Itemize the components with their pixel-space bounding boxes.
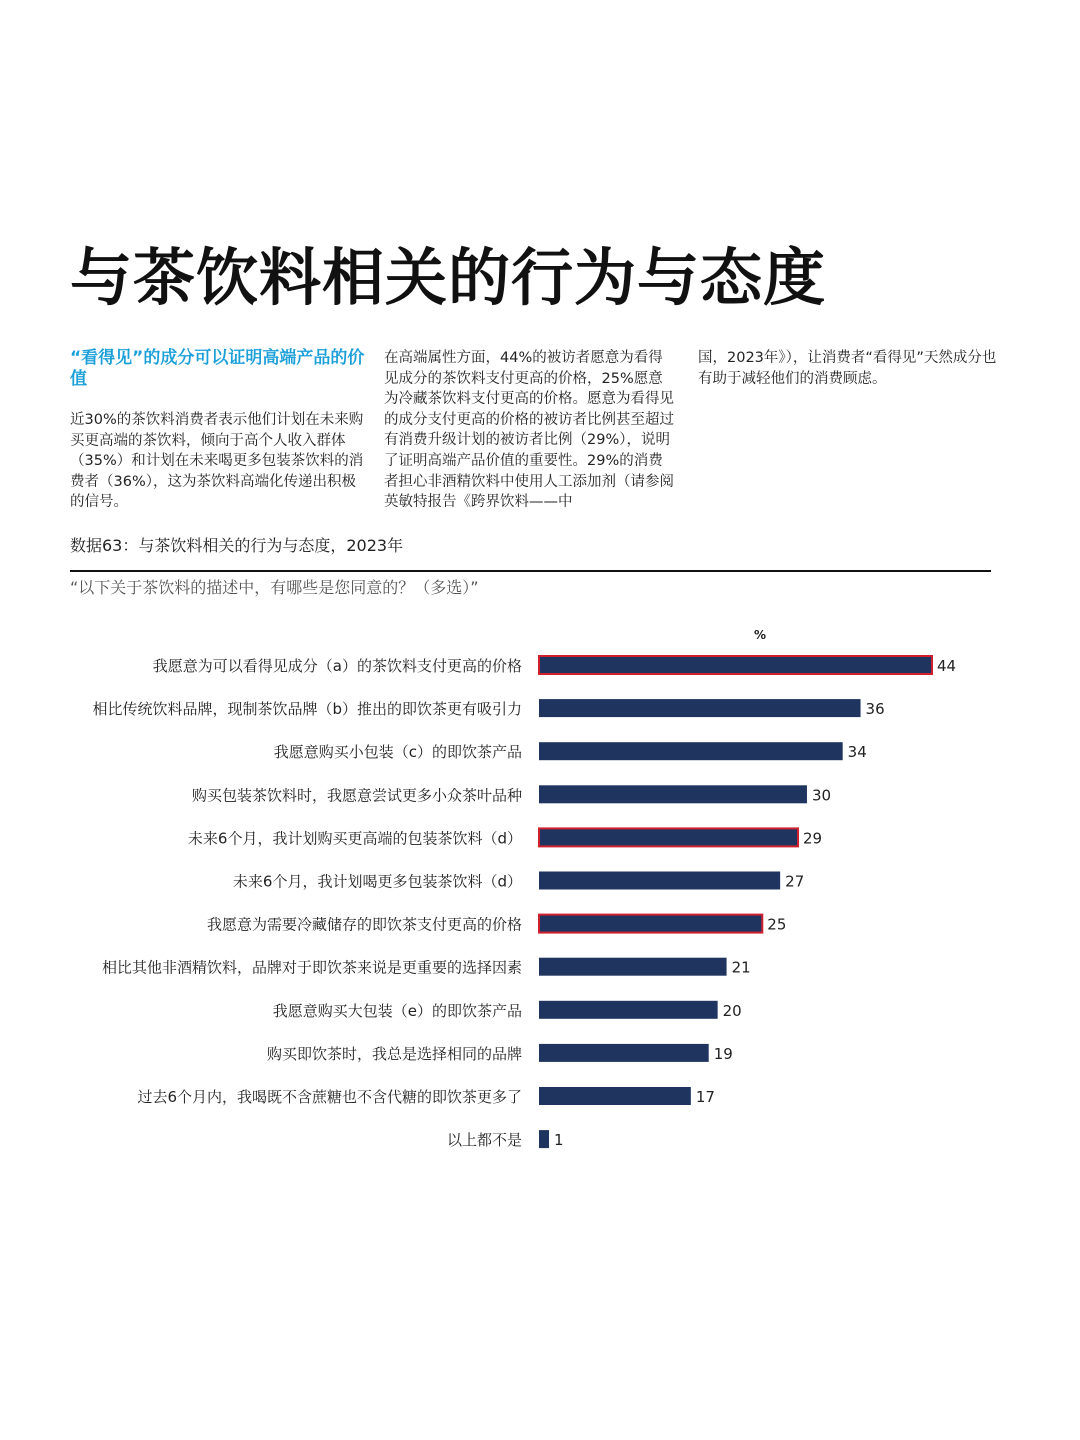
value-label: 36 bbox=[865, 700, 885, 719]
survey-question: “以下关于茶饮料的描述中，有哪些是您同意的？（多选）” bbox=[70, 578, 479, 597]
bar bbox=[539, 958, 727, 976]
category-label: 相比传统饮料品牌，现制茶饮品牌（b）推出的即饮茶更有吸引力 bbox=[92, 700, 522, 719]
category-label: 未来6个月，我计划喝更多包装茶饮料（d） bbox=[232, 872, 522, 891]
value-label: 17 bbox=[695, 1088, 715, 1106]
value-label: 21 bbox=[731, 958, 751, 977]
category-label: 我愿意为需要冷藏储存的即饮茶支付更高的价格 bbox=[206, 915, 522, 934]
bar bbox=[539, 785, 807, 803]
bar bbox=[539, 1087, 691, 1105]
paragraph-2: 在高端属性方面，44%的被访者愿意为看得见成分的茶饮料支付更高的价格，25%愿意为冷藏茶饮料支付更高的价格。愿意为看得见的成分支付更高的价格的被访者比例甚至超过有消费升级计划的被访者比例（29%），说明了证明高端产品价值的重要性。29%的消费者担心非酒精饮料中使用人工添加剂（请参阅英敏特报告《跨界饮料——中 bbox=[384, 350, 674, 511]
value-label: 25 bbox=[767, 915, 787, 934]
bar bbox=[539, 699, 861, 717]
category-label: 我愿意为可以看得见成分（a）的茶饮料支付更高的价格 bbox=[152, 657, 522, 675]
value-label: 29 bbox=[803, 829, 823, 848]
value-label: 30 bbox=[811, 786, 832, 805]
category-label: 我愿意购买小包装（c）的即饮茶产品 bbox=[273, 743, 522, 762]
unit-label: % bbox=[753, 628, 767, 642]
value-label: 19 bbox=[713, 1044, 733, 1063]
bar bbox=[539, 742, 843, 760]
bar bbox=[539, 872, 780, 890]
bar bbox=[539, 1130, 549, 1148]
category-label: 相比其他非酒精饮料，品牌对于即饮茶来说是更重要的选择因素 bbox=[101, 958, 522, 977]
bar bbox=[539, 1044, 709, 1062]
category-label: 过去6个月内，我喝既不含蔗糖也不含代糖的即饮茶更多了 bbox=[137, 1088, 522, 1106]
category-label: 购买包装茶饮料时，我愿意尝试更多小众茶叶品种 bbox=[191, 786, 522, 805]
category-label: 未来6个月，我计划购买更高端的包装茶饮料（d） bbox=[187, 829, 522, 848]
page-title: 与茶饮料相关的行为与态度 bbox=[70, 241, 827, 314]
bar bbox=[539, 1001, 718, 1019]
paragraph-3: 国，2023年》），让消费者“看得见”天然成分也有助于减轻他们的消费顾虑。 bbox=[698, 350, 997, 387]
highlighted-bar bbox=[539, 828, 798, 846]
category-label: 我愿意购买大包装（e）的即饮茶产品 bbox=[272, 1001, 522, 1020]
paragraph-1: 近30%的茶饮料消费者表示他们计划在未来购买更高端的茶饮料，倾向于高个人收入群体（35%）和计划在未来喝更多包装茶饮料的消费者（36%），这为茶饮料高端化传递出积极的信号。 bbox=[70, 412, 364, 511]
value-label: 44 bbox=[937, 657, 957, 675]
section-subhead: “看得见”的成分可以证明高端产品的价值 bbox=[70, 348, 365, 389]
highlighted-bar bbox=[539, 656, 932, 674]
highlighted-bar bbox=[539, 915, 762, 933]
value-label: 20 bbox=[722, 1001, 742, 1020]
value-label: 27 bbox=[785, 872, 805, 891]
category-label: 购买即饮茶时，我总是选择相同的品牌 bbox=[266, 1044, 522, 1063]
value-label: 1 bbox=[554, 1131, 564, 1150]
value-label: 34 bbox=[847, 743, 867, 762]
category-label: 以上都不是 bbox=[446, 1131, 522, 1150]
figure-caption: 数据63：与茶饮料相关的行为与态度，2023年 bbox=[70, 536, 404, 555]
